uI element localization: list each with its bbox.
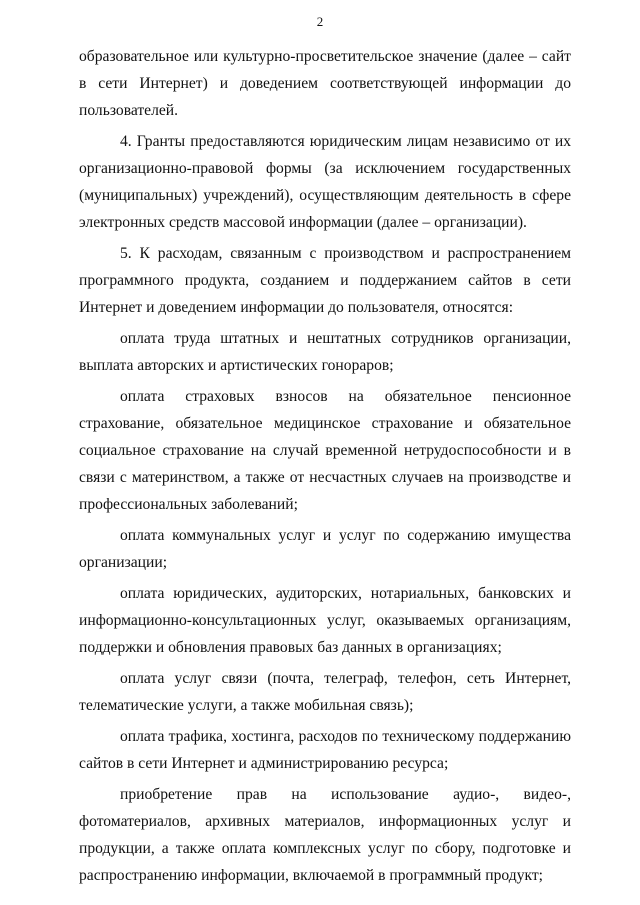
paragraph: оплата труда штатных и нештатных сотрудников организации, выплата авторских и артистических гонораров; [79,330,571,374]
paragraph: приобретение прав на использование аудио-, видео-, фотоматериалов, архивных материалов, информационных услуг и продукции, а также оплата комплексных услуг по сбору, подготовке и распространению информации, включаемой в программный продукт; [79,786,571,884]
paragraph: оплата коммунальных услуг и услуг по содержанию имущества организации; [79,527,571,571]
paragraph: оплата страховых взносов на обязательное пенсионное страхование, обязательное медицинское страхование и обязательное социальное страхование на случай временной нетрудоспособности и в связи с материнством, а также от несчастных случаев на производстве и профессиональных заболеваний; [79,388,571,513]
page-number: 2 [316,14,324,29]
paragraph: оплата трафика, хостинга, расходов по техническому поддержанию сайтов в сети Интернет и администрированию ресурса; [79,728,571,772]
paragraph: оплата юридических, аудиторских, нотариальных, банковских и информационно-консультационных услуг, оказываемых организациям, поддержки и обновления правовых баз данных в организациях; [79,585,571,656]
document-body [79,43,571,889]
paragraph: 4. Гранты предоставляются юридическим лицам независимо от их организационно-правовой формы (за исключением государственных (муниципальных) учреждений), осуществляющим деятельность в сфере электронных средств массовой информации (далее – организации). [79,133,571,231]
paragraph: 5. К расходам, связанным с производством и распространением программного продукта, созданием и поддержанием сайтов в сети Интернет и доведением информации до пользователя, относятся: [79,245,571,316]
paragraph: образовательное или культурно-просветительское значение (далее – сайт в сети Интернет) и доведением соответствующей информации до пользователей. [79,48,571,119]
paragraph: оплата услуг связи (почта, телеграф, телефон, сеть Интернет, телематические услуги, а также мобильная связь); [79,670,571,714]
